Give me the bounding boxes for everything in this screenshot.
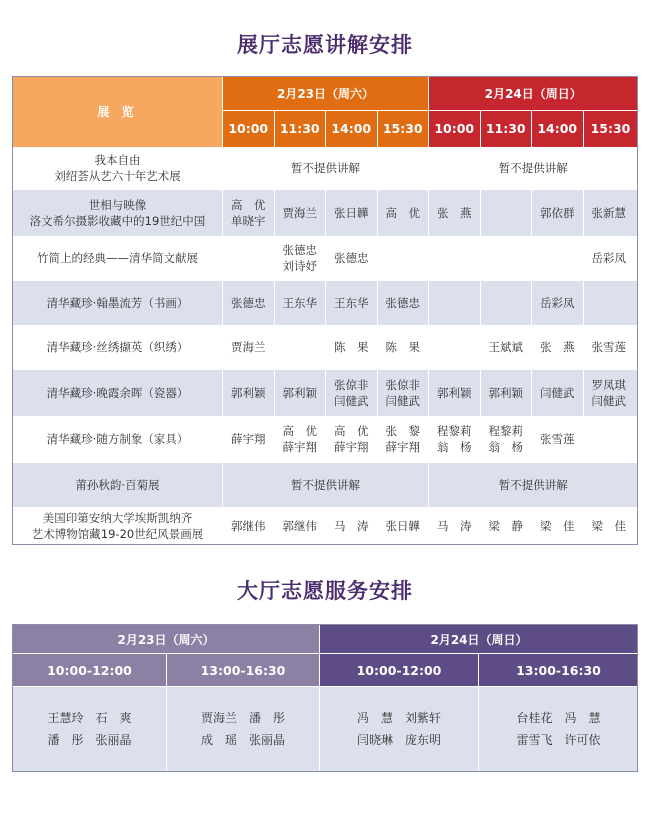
- date-header-1: 2月23日（周六）: [223, 77, 429, 111]
- schedule-cell: [480, 507, 532, 544]
- page-title-hall: 大厅志愿服务安排: [237, 579, 413, 603]
- volunteer-name: 高 优: [334, 424, 369, 439]
- exhibit-name: [13, 281, 223, 325]
- volunteer-name: 梁 佳: [591, 518, 626, 533]
- hall-service-table: [12, 624, 639, 772]
- schedule-cell: [583, 507, 638, 544]
- schedule-cell: [429, 370, 481, 416]
- exhibit-row: [13, 416, 639, 462]
- schedule-cell: [429, 416, 481, 462]
- exhibit-name: [13, 416, 223, 462]
- volunteer-name: 张德忠: [385, 295, 420, 310]
- volunteer-name: 张倞非: [334, 377, 369, 392]
- schedule-cell: [583, 416, 638, 462]
- schedule-cell: [583, 281, 638, 325]
- volunteer-name: 张新慧: [591, 205, 626, 220]
- volunteer-name: 王东华: [282, 295, 317, 310]
- volunteer-name: 马 涛: [437, 518, 472, 533]
- exhibit-row: [13, 325, 639, 369]
- volunteer-names: 潘 彤 张丽晶: [47, 733, 132, 747]
- volunteer-name: 高 优: [282, 424, 317, 439]
- volunteer-name: 郭利颖: [488, 385, 523, 400]
- exhibit-row: [13, 507, 639, 544]
- volunteer-name: 张日韡: [385, 518, 420, 533]
- exhibit-name-line: 莆孙秋韵·百菊展: [75, 477, 160, 492]
- exhibit-row: [13, 370, 639, 416]
- volunteer-name: 薛宇翔: [334, 440, 369, 455]
- exhibit-row: [13, 463, 639, 507]
- exhibit-column-header: 展 览: [13, 77, 223, 148]
- volunteer-names: 台桂花 冯 慧: [516, 711, 601, 725]
- volunteer-name: 张德忠: [282, 243, 317, 258]
- volunteer-name: 张德忠: [231, 295, 266, 310]
- time-slot-header: 15:30: [583, 111, 638, 147]
- schedule-cell: [480, 281, 532, 325]
- volunteer-name: 张雪莲: [540, 432, 575, 447]
- volunteer-name: 岳彩凤: [591, 251, 626, 266]
- schedule-cell: [532, 370, 584, 416]
- hall-time: 13:00-16:30: [479, 654, 639, 687]
- exhibit-row: [13, 190, 639, 236]
- schedule-cell: [274, 416, 326, 462]
- volunteer-name: 闫健武: [334, 393, 369, 408]
- schedule-cell: [274, 325, 326, 369]
- schedule-cell: [223, 370, 275, 416]
- schedule-cell: [429, 281, 481, 325]
- volunteer-names: 闫晓琳 庞东明: [356, 733, 441, 747]
- no-service-cell: 暂不提供讲解: [429, 147, 639, 189]
- volunteer-name: 马 涛: [334, 518, 369, 533]
- schedule-cell: [429, 507, 481, 544]
- volunteer-name: 陈 果: [385, 340, 420, 355]
- date-header-2: 2月24日（周日）: [429, 77, 639, 111]
- schedule-cell: [274, 236, 326, 280]
- schedule-cell: [429, 190, 481, 236]
- time-slot-header: 10:00: [223, 111, 275, 147]
- schedule-cell: [480, 190, 532, 236]
- schedule-cell: [377, 325, 429, 369]
- schedule-cell: [377, 281, 429, 325]
- exhibit-name: [13, 147, 223, 189]
- schedule-cell: [532, 281, 584, 325]
- volunteer-name: 程黎莉: [437, 424, 472, 439]
- volunteer-name: 郭利颖: [231, 385, 266, 400]
- hall-cell: [167, 687, 320, 772]
- schedule-cell: [326, 190, 378, 236]
- time-slot-header: 14:00: [326, 111, 378, 147]
- volunteer-name: 薛宇翔: [231, 432, 266, 447]
- schedule-cell: [326, 370, 378, 416]
- time-slot-header: 11:30: [274, 111, 326, 147]
- schedule-cell: [429, 325, 481, 369]
- volunteer-name: 高 优: [231, 197, 266, 212]
- exhibit-row: [13, 236, 639, 280]
- schedule-cell: [532, 325, 584, 369]
- volunteer-name: 闫健武: [540, 385, 575, 400]
- schedule-cell: [480, 325, 532, 369]
- volunteer-name: 薛宇翔: [282, 440, 317, 455]
- volunteer-name: 岳彩凤: [540, 295, 575, 310]
- schedule-cell: [377, 507, 429, 544]
- hall-cell: [479, 687, 639, 772]
- schedule-cell: [326, 236, 378, 280]
- volunteer-name: 翁 杨: [437, 440, 472, 455]
- schedule-cell: [480, 416, 532, 462]
- schedule-cell: [326, 416, 378, 462]
- exhibit-row: [13, 147, 639, 189]
- volunteer-name: 张倞非: [385, 377, 420, 392]
- volunteer-names: 成 瑶 张丽晶: [200, 733, 285, 747]
- exhibition-schedule-table: [12, 76, 639, 545]
- time-slot-header: 10:00: [429, 111, 481, 147]
- exhibit-name: [13, 190, 223, 236]
- volunteer-name: 翁 杨: [488, 440, 523, 455]
- exhibit-name-line: 清华藏珍·翰墨流芳（书画）: [46, 295, 189, 310]
- exhibit-name: [13, 370, 223, 416]
- schedule-cell: [326, 507, 378, 544]
- schedule-cell: [377, 370, 429, 416]
- volunteer-name: 张雪莲: [591, 340, 626, 355]
- volunteer-name: 张日韡: [334, 205, 369, 220]
- volunteer-name: 郭依群: [540, 205, 575, 220]
- schedule-cell: [480, 236, 532, 280]
- exhibit-name-line: 洛文希尔摄影收藏中的19世纪中国: [29, 213, 206, 228]
- volunteer-name: 单晓宇: [231, 213, 266, 228]
- exhibit-name-line: 清华藏珍·晚霞余晖（瓷器）: [46, 385, 189, 400]
- no-service-cell: 暂不提供讲解: [429, 463, 639, 507]
- hall-date-1: 2月23日（周六）: [13, 625, 320, 654]
- volunteer-name: 罗凤琪: [591, 377, 626, 392]
- exhibit-name: [13, 325, 223, 369]
- volunteer-name: 郭继伟: [282, 518, 317, 533]
- volunteer-name: 梁 佳: [540, 518, 575, 533]
- schedule-cell: [429, 236, 481, 280]
- schedule-cell: [532, 190, 584, 236]
- volunteer-name: 闫健武: [591, 393, 626, 408]
- volunteer-names: 雷雪飞 许可依: [516, 733, 601, 747]
- volunteer-name: 陈 果: [334, 340, 369, 355]
- volunteer-name: 张 燕: [437, 205, 472, 220]
- volunteer-name: 高 优: [385, 205, 420, 220]
- exhibit-name-line: 世相与映像: [88, 197, 147, 212]
- volunteer-name: 闫健武: [385, 393, 420, 408]
- page-title-exhibition: 展厅志愿讲解安排: [237, 33, 413, 57]
- volunteer-names: 贾海兰 潘 彤: [200, 711, 285, 725]
- exhibit-name-line: 清华藏珍·丝绣撷英（织绣）: [46, 340, 189, 355]
- volunteer-name: 贾海兰: [231, 340, 266, 355]
- volunteer-name: 薛宇翔: [385, 440, 420, 455]
- hall-time: 13:00-16:30: [167, 654, 320, 687]
- schedule-cell: [583, 370, 638, 416]
- hall-time: 10:00-12:00: [13, 654, 167, 687]
- schedule-cell: [223, 416, 275, 462]
- hall-cell: [320, 687, 479, 772]
- schedule-cell: [274, 370, 326, 416]
- schedule-cell: [223, 236, 275, 280]
- time-slot-header: 15:30: [377, 111, 429, 147]
- schedule-cell: [223, 190, 275, 236]
- exhibit-name-line: 美国印第安纳大学埃斯凯纳齐: [42, 510, 193, 525]
- time-slot-header: 14:00: [532, 111, 584, 147]
- volunteer-name: 王斌斌: [488, 340, 523, 355]
- schedule-cell: [326, 325, 378, 369]
- schedule-cell: [223, 281, 275, 325]
- exhibit-name-line: 竹简上的经典——清华简文献展: [37, 251, 198, 266]
- schedule-cell: [326, 281, 378, 325]
- exhibit-name-line: 刘绍荟从艺六十年艺术展: [54, 169, 181, 184]
- volunteer-names: 冯 慧 刘紫轩: [356, 711, 441, 725]
- schedule-cell: [274, 190, 326, 236]
- hall-time: 10:00-12:00: [320, 654, 479, 687]
- exhibit-name-line: 清华藏珍·随方制象（家具）: [46, 432, 189, 447]
- schedule-cell: [377, 416, 429, 462]
- volunteer-names: 王慧玲 石 爽: [47, 711, 132, 725]
- exhibit-name: [13, 236, 223, 280]
- no-service-cell: 暂不提供讲解: [223, 463, 429, 507]
- volunteer-name: 刘诗妤: [282, 259, 317, 274]
- schedule-cell: [274, 507, 326, 544]
- volunteer-name: 张 燕: [540, 340, 575, 355]
- exhibit-name-line: 我本自由: [94, 153, 141, 168]
- schedule-cell: [223, 507, 275, 544]
- schedule-cell: [377, 190, 429, 236]
- schedule-cell: [583, 190, 638, 236]
- schedule-cell: [583, 236, 638, 280]
- schedule-cell: [532, 507, 584, 544]
- schedule-cell: [532, 236, 584, 280]
- volunteer-name: 郭利颖: [282, 385, 317, 400]
- exhibit-name: [13, 507, 223, 544]
- volunteer-name: 王东华: [334, 295, 369, 310]
- volunteer-name: 郭利颖: [437, 385, 472, 400]
- hall-cell: [13, 687, 167, 772]
- time-slot-header: 11:30: [480, 111, 532, 147]
- hall-date-2: 2月24日（周日）: [320, 625, 639, 654]
- volunteer-name: 贾海兰: [282, 205, 317, 220]
- schedule-cell: [274, 281, 326, 325]
- no-service-cell: 暂不提供讲解: [223, 147, 429, 189]
- exhibit-name-line: 艺术博物馆藏19-20世纪风景画展: [31, 526, 204, 541]
- volunteer-name: 张德忠: [334, 251, 369, 266]
- schedule-cell: [583, 325, 638, 369]
- schedule-cell: [223, 325, 275, 369]
- volunteer-name: 程黎莉: [488, 424, 523, 439]
- volunteer-name: 郭继伟: [231, 518, 266, 533]
- volunteer-name: 梁 静: [488, 518, 523, 533]
- schedule-cell: [480, 370, 532, 416]
- exhibit-row: [13, 281, 639, 325]
- schedule-cell: [377, 236, 429, 280]
- exhibit-name: [13, 463, 223, 507]
- volunteer-name: 张 黎: [385, 424, 420, 439]
- schedule-cell: [532, 416, 584, 462]
